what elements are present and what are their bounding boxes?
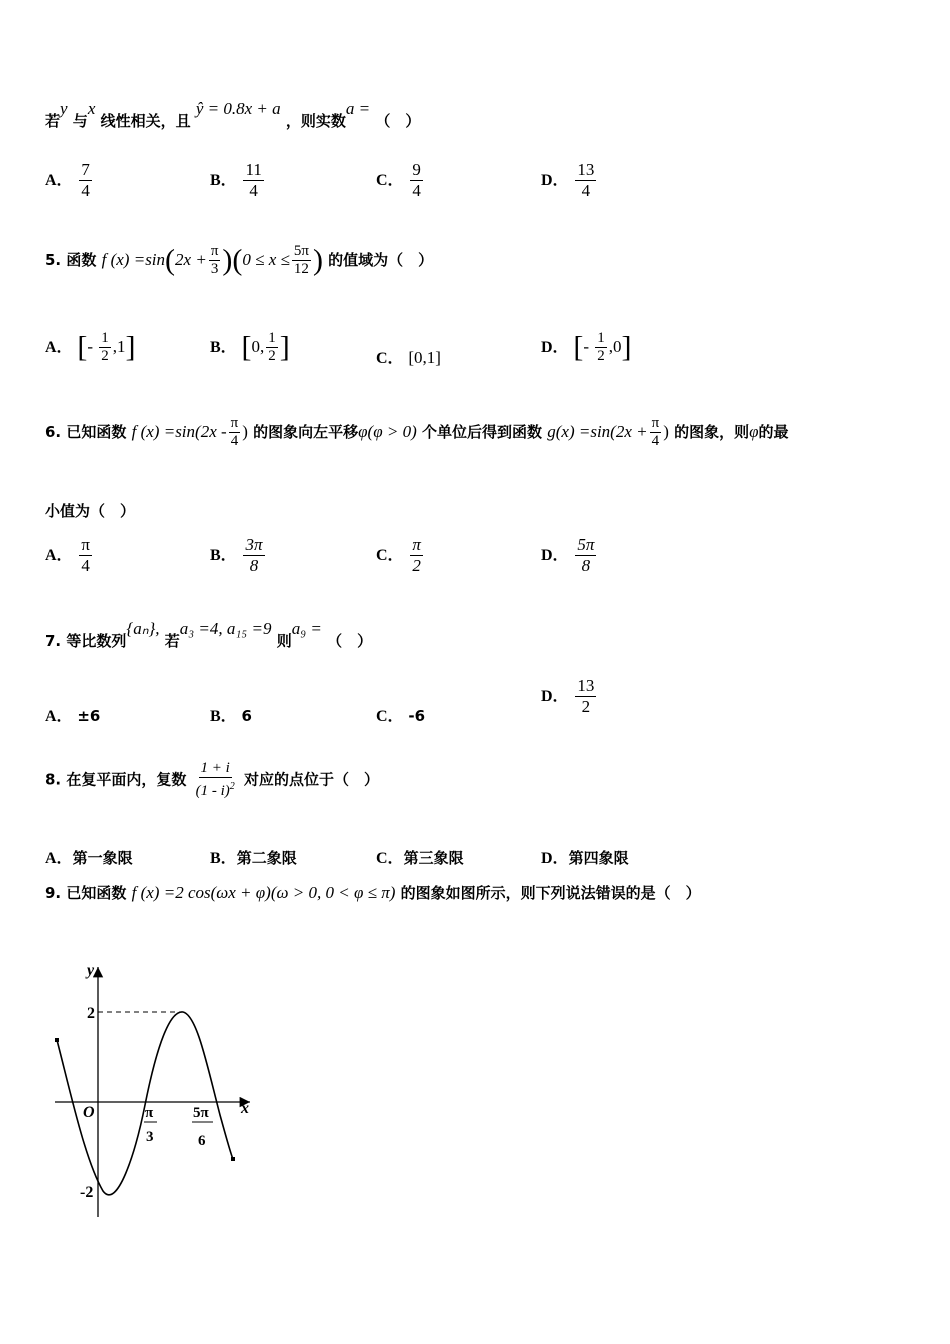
q7-text: 若 [164,632,180,650]
q6-option-d[interactable] [541,535,598,576]
denominator: 4 [230,433,239,449]
option-label: C． [376,172,404,189]
question-6-stem-line2 [45,500,135,521]
option-text: 第四象限 [568,849,629,867]
option-text: 0, [251,337,265,356]
q7-text: （ ） [327,632,373,650]
q5-text: 的值域为（ ） [328,251,434,269]
q5-arg: 2x + [175,250,207,269]
option-label: B． [210,708,237,725]
denominator: 12 [293,261,309,277]
denominator: 4 [651,433,660,449]
x-tick-5pi-6-num: 5π [193,1105,209,1121]
q7-terms: a₃ =4, a₁₅ =9 [179,619,272,638]
question-number: 7. [45,632,62,650]
option-label: B． [210,339,237,356]
option-label: A． [45,850,73,867]
denominator: 2 [597,348,605,364]
q5-option-d[interactable]: D． [- $\frac{1}{2}$ ,0] [541,330,632,364]
denominator: 8 [581,556,591,575]
q6-option-a[interactable] [45,535,94,576]
q6-phi: φ [749,422,759,441]
q8-option-d[interactable] [541,845,629,868]
q4-option-a[interactable] [45,160,94,201]
numerator: 13 [577,160,595,179]
q6-text: 的图象，则 [674,423,750,441]
q4-var-y: y [60,99,68,118]
q4-option-d[interactable] [541,160,598,201]
denominator: 4 [581,181,591,200]
option-label: A． [45,339,73,356]
q7-option-b[interactable] [210,703,252,726]
question-number: 5. [45,251,62,269]
paren: ) [663,422,669,441]
option-text: 第一象限 [72,849,133,867]
q6-text: 已知函数 [66,423,127,441]
option-text: - [87,337,98,356]
q4-paren: （ ） [375,112,421,130]
denominator: 4 [249,181,258,200]
q8-option-a[interactable] [45,845,133,868]
option-text: 第三象限 [403,849,464,867]
question-5-stem: 5. 函数 f (x) =sin(2x + $\frac{\pi}{3}$ )(0 ≤ x ≤ $\frac{5\pi}{12}$ ) 的值域为（ ） [45,243,434,277]
option-label: D． [541,850,569,867]
curve-endpoint [231,1157,235,1161]
option-label: A． [45,172,73,189]
q9-text: 的图象如图所示，则下列说法错误的是（ ） [400,884,701,902]
numerator: π [81,535,90,554]
q5-option-c[interactable] [376,345,441,368]
question-number: 6. [45,423,62,441]
numerator: 11 [245,160,262,179]
denominator: 4 [412,181,421,200]
option-label: C． [376,708,404,725]
option-label: C． [376,350,404,367]
q8-option-b[interactable] [210,845,297,868]
option-text: ,1 [112,337,126,356]
option-label: A． [45,708,73,725]
denominator: 4 [81,556,90,575]
q6-function-f: f (x) =sin(2x - [131,422,227,441]
option-label: D． [541,688,569,705]
q5-function: f (x) =sin [101,250,166,269]
q9-text: 已知函数 [66,884,127,902]
denominator: 2 [268,348,276,364]
option-label: C． [376,547,404,564]
q6-text: 小值为（ ） [45,502,136,520]
numerator: 5π [577,535,595,554]
option-text: ±6 [77,707,101,725]
q5-option-b[interactable]: B． [0, $\frac{1}{2}$ ] [210,330,290,364]
numerator: 5π [293,243,309,259]
numerator: π [651,415,660,431]
option-text: -6 [408,707,426,725]
option-label: D． [541,339,569,356]
q6-text: 的最 [758,423,789,441]
question-number: 8. [45,770,62,789]
q9-function: f (x) =2 cos(ωx + φ)(ω > 0, 0 < φ ≤ π) [131,883,396,902]
q4-regression-equation: ŷ = 0.8x + a [195,99,281,118]
denominator: 2 [412,556,421,575]
q7-target: a₉ = [291,619,322,638]
q7-option-a[interactable] [45,703,100,726]
numerator: π [230,415,239,431]
numerator: 9 [412,160,421,179]
option-text: [0,1] [408,348,441,367]
x-axis-label: x [241,1100,249,1117]
question-4-stem [45,99,421,131]
question-6-stem [45,415,789,450]
option-text: 6 [241,707,252,725]
q7-option-d[interactable] [541,676,598,717]
numerator: 7 [81,160,90,179]
q5-domain: 0 ≤ x ≤ [242,250,290,269]
q4-text: 若 [45,112,61,130]
q4-option-b[interactable] [210,160,266,201]
numerator: 3π [245,535,263,554]
paren: ) [242,422,248,441]
q6-option-c[interactable] [376,535,425,576]
x-tick-pi-3-den: 3 [146,1129,154,1145]
option-label: A． [45,547,73,564]
x-tick-pi-3-num: π [145,1105,154,1121]
y-max-label: 2 [87,1005,95,1022]
option-label: B． [210,172,237,189]
numerator: 1 [268,330,276,346]
q8-text: 对应的点位于（ ） [244,770,380,789]
denominator: 2 [581,697,591,716]
q8-option-c[interactable] [376,845,464,868]
denominator: (1 - i) [195,783,230,799]
origin-label: O [83,1104,95,1121]
q4-text: ，则实数 [285,112,346,130]
denominator: 8 [249,556,259,575]
y-axis-label: y [87,962,95,979]
x-tick-5pi-6-den: 6 [198,1133,206,1149]
q7-text: 则 [276,632,292,650]
q5-option-a[interactable]: A． [- $\frac{1}{2}$ ,1] [45,330,136,364]
option-label: B． [210,850,237,867]
question-number: 9. [45,884,62,902]
numerator: 1 [597,330,605,346]
q6-text: 的图象向左平移 [253,423,359,441]
q8-text: 在复平面内，复数 [66,770,187,789]
q4-text: 线性相关，且 [100,112,191,130]
option-label: D． [541,547,569,564]
cosine-graph [45,955,265,1225]
question-7-stem [45,619,373,651]
q4-var-x: x [87,99,96,118]
curve-endpoint [55,1038,59,1042]
denominator: 4 [81,181,90,200]
q6-option-b[interactable] [210,535,267,576]
question-9-stem [45,882,701,903]
option-text: - [583,337,594,356]
q7-sequence: {aₙ}, [126,619,160,638]
q7-option-c[interactable] [376,703,425,726]
q4-var-a: a = [345,99,371,118]
q6-phi: φ(φ > 0) [358,422,417,441]
option-label: B． [210,547,237,564]
option-text: ,0 [608,337,622,356]
q6-text: 个单位后得到函数 [422,423,543,441]
denominator: 3 [210,261,219,277]
numerator: π [412,535,421,554]
option-label: D． [541,172,569,189]
q5-text: 函数 [66,251,97,269]
q4-text: 与 [72,112,88,130]
denominator: 2 [101,348,109,364]
q7-text: 等比数列 [66,632,127,650]
numerator: 1 + i [200,760,230,776]
q6-function-g: g(x) =sin(2x + [547,422,648,441]
numerator: 1 [101,330,109,346]
q4-option-c[interactable] [376,160,425,201]
option-text: 第二象限 [236,849,297,867]
option-label: C． [376,850,404,867]
numerator: 13 [577,676,595,695]
question-8-stem [45,760,379,800]
y-min-label: -2 [80,1184,94,1201]
exponent: 2 [229,781,235,792]
numerator: π [210,243,219,259]
